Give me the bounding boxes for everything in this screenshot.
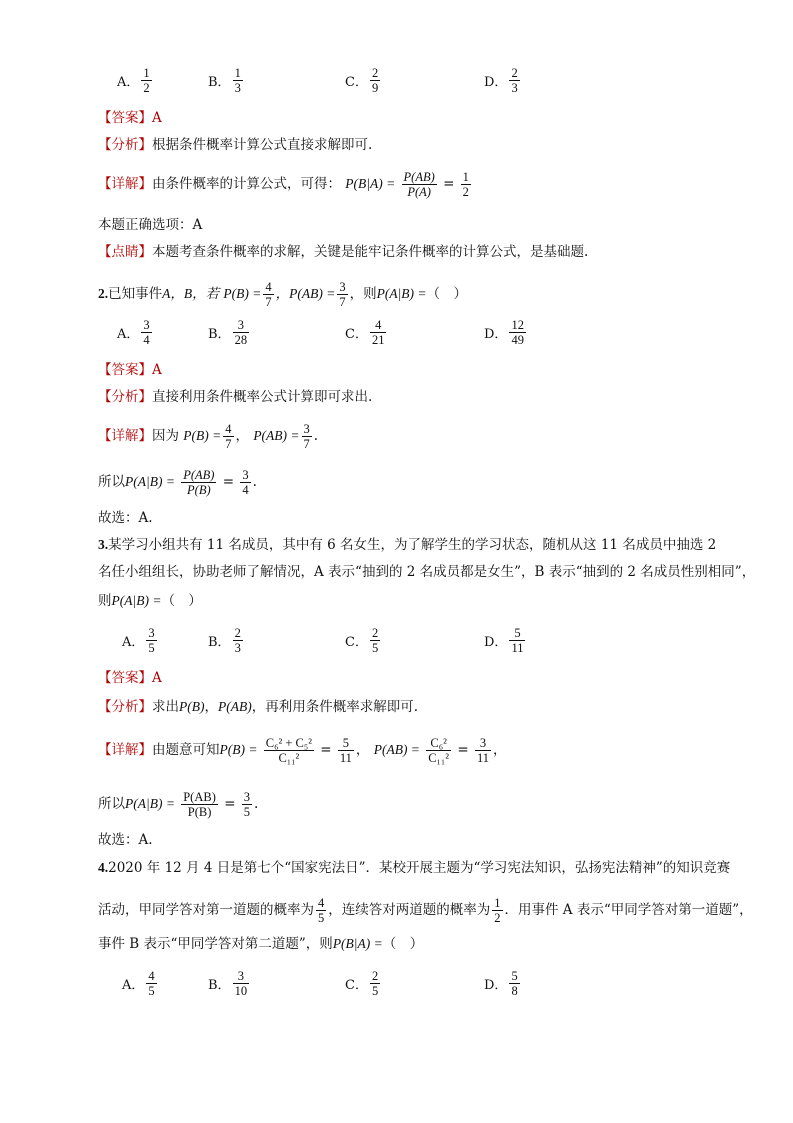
q2-stem: 2.已知事件A，B，若 P(B) = $\frac{4}{7}$ ，P(AB) = $\frac{3}{7}$ ，则P(A|B) =（ ） xyxy=(98,280,468,309)
q3-stem-line-2: 名任小组组长，协助老师了解情况，A 表示“抽到的 2 名成员都是女生”，B 表示“抽到的 2 名成员性别相同”， xyxy=(98,564,756,580)
q4-stem-line-1: 4.2020 年 12 月 4 日是第七个“国家宪法日”．某校开展主题为“学习宪法知识，弘扬宪法精神”的知识竞赛 xyxy=(98,860,731,876)
q3-choice: 故选：A. xyxy=(98,832,153,848)
q3-conclusion: 所以P(A|B) = $\frac{P(AB)}{P(B)}$ = $\frac{3}{5}$ . xyxy=(98,790,259,819)
q3-analysis: 【分析】求出P(B)，P(AB)，再利用条件概率求解即可. xyxy=(98,699,419,715)
q3-detail: 【详解】由题意可知P(B) = $\frac{\text{C₆² + C₅²}}{\text{C₁₁²}}$ = $\frac{5}{11}$ ， P(AB) = $\frac{\text{C₆²}}{\text{C₁₁²}}$ = $\frac{3}{11}$ ， xyxy=(98,736,507,765)
q2-option-d: D． $\frac{12}{49}$ xyxy=(484,318,524,347)
q2-detail: 【详解】因为 P(B) = $\frac{4}{7}$ ， P(AB) = $\frac{3}{7}$ . xyxy=(98,422,319,451)
q3-stem-line-1: 3.某学习小组共有 11 名成员，其中有 6 名女生，为了解学生的学习状态，随机从这 11 名成员中抽选 2 xyxy=(98,537,717,553)
q4-option-c: C． $\frac{2}{5}$ xyxy=(345,969,379,998)
q3-option-a: A． $\frac{3}{5}$ xyxy=(122,626,155,655)
q1-option-d: D． $\frac{2}{3}$ xyxy=(484,66,518,95)
q1-analysis: 【分析】根据条件概率计算公式直接求解即可. xyxy=(98,137,373,153)
q3-option-c: C． $\frac{2}{5}$ xyxy=(345,626,379,655)
q4-option-b: B． $\frac{3}{10}$ xyxy=(208,969,248,998)
q1-option-b: B． $\frac{1}{3}$ xyxy=(208,66,241,95)
q1-option-c: C． $\frac{2}{9}$ xyxy=(345,66,379,95)
q4-option-a: A． $\frac{4}{5}$ xyxy=(122,969,155,998)
q3-answer: 【答案】A xyxy=(98,670,162,686)
q3-option-b: B． $\frac{2}{3}$ xyxy=(208,626,241,655)
q3-option-d: D． $\frac{5}{11}$ xyxy=(484,626,524,655)
q1-correct-option: 本题正确选项：A xyxy=(98,217,203,233)
q1-detail: 【详解】由条件概率的计算公式，可得： P(B|A) = $\frac{P(AB)}{P(A)}$ = $\frac{1}{2}$ xyxy=(98,170,469,199)
q2-option-a: A． $\frac{3}{4}$ xyxy=(117,318,150,347)
q4-option-d: D． $\frac{5}{8}$ xyxy=(484,969,518,998)
q2-conclusion: 所以P(A|B) = $\frac{P(AB)}{P(B)}$ = $\frac{3}{4}$ . xyxy=(98,468,257,497)
q2-analysis: 【分析】直接利用条件概率公式计算即可求出. xyxy=(98,389,373,405)
q2-choice: 故选：A. xyxy=(98,510,153,526)
q1-answer: 【答案】A xyxy=(98,110,162,126)
q4-stem-line-2: 活动，甲同学答对第一道题的概率为 $\frac{4}{5}$ ，连续答对两道题的概率为 $\frac{1}{2}$ ．用事件 A 表示“甲同学答对第一道题”， xyxy=(98,896,753,925)
q1-comment: 【点睛】本题考查条件概率的求解，关键是能牢记条件概率的计算公式，是基础题. xyxy=(98,244,589,260)
q2-answer: 【答案】A xyxy=(98,362,162,378)
q3-stem-line-3: 则P(A|B) =（ ） xyxy=(98,593,202,609)
q2-option-b: B． $\frac{3}{28}$ xyxy=(208,318,248,347)
q4-stem-line-3: 事件 B 表示“甲同学答对第二道题”，则P(B|A) =（ ） xyxy=(98,936,424,952)
q1-option-a: A． $\frac{1}{2}$ xyxy=(117,66,150,95)
q2-option-c: C． $\frac{4}{21}$ xyxy=(345,318,385,347)
